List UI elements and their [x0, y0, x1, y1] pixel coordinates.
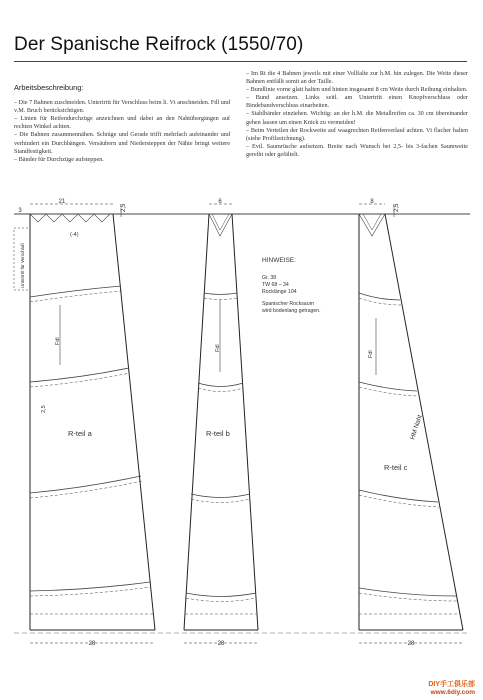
piece-b-hoop-line — [204, 293, 237, 295]
piece-b-hoop-line — [191, 499, 250, 503]
piece-a-hoop-line — [30, 481, 142, 498]
piece-b-hoop-line — [191, 494, 250, 498]
piece-b-hoop-line — [198, 388, 243, 392]
piece-c-grain-label: Fdl — [368, 350, 374, 358]
piece-c-hoop-line — [359, 298, 401, 305]
piece-a-hoop-line — [30, 286, 121, 297]
piece-c-label: R-teil c — [384, 463, 408, 472]
pattern-piece-c — [359, 204, 463, 643]
piece-a-hoop-line — [30, 291, 122, 302]
instruction-paragraph: – Bänder für Durchzüge aufsteppen. — [14, 155, 104, 163]
piece-b-hoop-line — [186, 593, 256, 597]
piece-a-side-measure: 2,5 — [41, 405, 47, 413]
piece-b-bottom-width: 28 — [217, 641, 225, 647]
piece-c-hoop-line — [359, 588, 456, 596]
piece-b-pleat — [212, 214, 229, 230]
piece-b-right-edge — [232, 214, 258, 630]
piece-b-grain-label: Fdl — [215, 344, 221, 352]
piece-b-label: R-teil b — [206, 429, 230, 438]
instruction-paragraph: – Die Bahnen zusammennähen. Schräge und Gerade trifft mehrfach aufeinander und verhindert ein Durchhängen. Versäubern und Niedersteppen der Nähte bringt weitere Standfestigkeit. — [14, 131, 230, 155]
note-line: Spanischer Rocksaum — [262, 301, 314, 307]
piece-c-right-edge — [385, 214, 463, 630]
piece-c-hoop-line — [359, 293, 400, 300]
watermark-url: www.6diy.com — [430, 689, 475, 696]
piece-b-hoop-line — [198, 383, 243, 387]
instruction-paragraph: – Beim Verteilen der Rockweite auf waagrechten Reifenverlauf achten. Vt flacher halten (siehe Profilzeichnung). — [246, 126, 468, 142]
note-heading: HINWEISE: — [262, 257, 296, 264]
note-line: TW 68 – 34 — [262, 282, 289, 288]
piece-b-hoop-line — [204, 298, 237, 300]
piece-c-pleat — [363, 214, 381, 230]
piece-c-top-width: 8 — [370, 199, 374, 205]
piece-a-pleat-zigzag — [30, 214, 110, 222]
piece-b-left-edge — [184, 214, 209, 630]
piece-a-hoop-line — [30, 582, 150, 591]
piece-a-bottom-width: 28 — [88, 641, 96, 647]
piece-c-hoop-line — [359, 382, 417, 391]
watermark-badge: DIY手工俱乐部 — [428, 681, 475, 688]
page-title: Der Spanische Reifrock (1550/70) — [14, 34, 304, 55]
piece-b-top-width: 6 — [218, 199, 222, 205]
piece-c-hoop-line — [359, 490, 438, 502]
note-line: Gr. 38 — [262, 275, 277, 281]
note-line: wird bodenlang getragen. — [262, 308, 321, 314]
piece-a-side-edge — [113, 214, 155, 630]
piece-a-top-width: 21 — [58, 199, 66, 205]
instruction-paragraph: – Die 7 Bahnen zuschneiden. Untertritt für Verschluss beim li. Vt anschneiden. Fdl und v.M. Bruch berücksichtigen. — [14, 99, 230, 115]
piece-b-hoop-line — [186, 598, 256, 602]
note-line: Rocklänge 104 — [262, 289, 297, 295]
piece-a-underlap-label: Untertritt für Verschluß — [20, 242, 25, 288]
piece-a-pleat-mark: (-4) — [70, 232, 79, 238]
piece-a-label: R-teil a — [68, 429, 92, 438]
pattern-piece-b — [184, 204, 258, 643]
instruction-paragraph: – Bund ansetzen. Links seitl. am Untertritt einen Knopfverschluss oder Bindebandverschluss einarbeiten. — [246, 94, 468, 110]
piece-a-grain-label: Fdl — [55, 337, 61, 345]
piece-c-seam-note: HM Naht — [409, 414, 424, 441]
piece-c-pleat — [359, 214, 385, 236]
piece-a-allowance-label: 2,5 — [121, 203, 127, 212]
piece-a-hoop-line — [30, 373, 130, 387]
piece-b-pleat — [209, 214, 232, 236]
instruction-paragraph: – Im Rt die 4 Bahnen jeweils mit einer Vollfalte zur h.M. hin zulegen. Die Weite dieser Bahnen entfällt somit an der Taille. — [246, 70, 468, 86]
instruction-paragraph: – Stahlbänder einziehen. Wichtig: an der h.M. die Metallreifen ca. 30 cm übereinander gehen lassen um einen Knick zu vermeiden! — [246, 110, 468, 126]
pattern-piece-a — [14, 204, 155, 643]
instruction-paragraph: – Evtl. Saumrüsche aufsetzen. Breite nach Wunsch bei 2,5- bis 3-fachen Saumweite gereiht oder gefältelt. — [246, 142, 468, 158]
piece-c-bottom-width: 28 — [407, 641, 415, 647]
instruction-paragraph: – Linien für Reifendurchzüge anzeichnen und dabei an den Nahtübergängen auf rechten Winkel achten. — [14, 115, 230, 131]
piece-a-side-mark: 3 — [18, 208, 22, 214]
piece-a-hoop-line — [30, 368, 129, 382]
instructions-heading: Arbeitsbeschreibung: — [14, 83, 84, 92]
watermark — [428, 679, 475, 696]
instruction-paragraph: – Bundlinie vorne glatt halten und hinten insgesamt 8 cm Weite durch Reihung einhalten. — [246, 86, 468, 94]
piece-c-allowance-label: 2,5 — [394, 203, 400, 212]
